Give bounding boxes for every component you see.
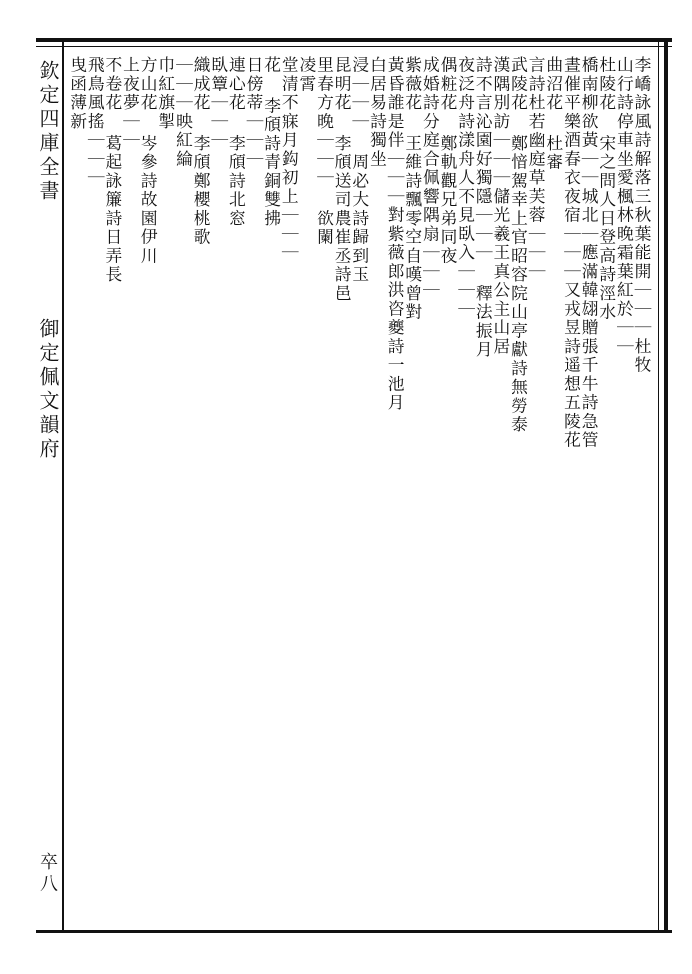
volume-title: 御定佩文韻府 — [36, 318, 60, 462]
text-column: 上夜夢｜｜ — [120, 56, 141, 150]
text-column: 橋南柳欲黃｜｜城北｜應滿韓翃贈張千牛詩急管 — [579, 56, 600, 450]
text-column: 杜陵花 宋之問人日登高詩涇水 — [596, 56, 617, 322]
text-column: 不卷花 葛起詠簾詩日弄長 — [102, 56, 123, 285]
text-column: 漢隅別訪｜｜｜儲光羲王真公主山居 — [490, 56, 511, 356]
text-column: 詩不言沁園好獨隱｜｜｜ 釋法振月 — [473, 56, 494, 360]
bottom-border — [36, 930, 672, 933]
text-column: 紫薇花 王維詩飄零空自嘆曾對 — [402, 56, 423, 322]
text-column: 浸｜｜｜ 周必大詩歸到玉 — [349, 56, 370, 285]
text-column: 花 李頎詩青銅雙拂 — [261, 56, 282, 228]
text-column: 昆明花 李頎送司農崔丞詩邑 — [332, 56, 353, 303]
text-column: 飛鳥風搖｜｜｜ — [85, 56, 106, 188]
text-column: 武陵花 鄭愔駕幸上官昭容院山亭獻詩無勞泰 — [508, 56, 529, 435]
page-number: 卒八 — [37, 852, 58, 896]
right-inner-border — [658, 38, 659, 933]
text-column: 凌霄 — [296, 56, 317, 94]
text-column: 李嶠詠風詩解落三秋葉能開｜｜｜杜牧 — [631, 56, 652, 375]
text-column: 曲沼花 杜審 — [543, 56, 564, 172]
text-column: 日傍蒂｜｜｜ — [243, 56, 264, 169]
top-inner-border — [36, 46, 672, 47]
text-column: 晝催平樂酒春衣夜宿｜｜｜又戎昱詩遥想五陵花 — [561, 56, 582, 450]
text-column: 臥簟｜｜｜ — [208, 56, 229, 150]
text-column: 白居易詩獨坐 — [367, 56, 388, 169]
text-column: 巾紅旗掣 — [155, 56, 176, 131]
top-border — [36, 38, 672, 42]
text-column: 曳函薄新 — [67, 56, 88, 131]
text-column: 言詩杜若幽庭草芙蓉｜｜｜ — [526, 56, 547, 281]
text-column: 連心花 李頎詩北窓 — [226, 56, 247, 228]
text-column: 黃昏誰是伴｜｜｜對紫薇郎洪咨夔詩一池月 — [385, 56, 406, 413]
right-border — [664, 38, 668, 933]
text-column: 里春方晚｜｜｜ 欲闌 — [314, 56, 335, 247]
text-column: 方山花 岑參詩故園伊川 — [138, 56, 159, 266]
text-column: 偶粧花 鄭軌觀兄弟同夜 — [437, 56, 458, 266]
text-column: 織成花 李頎鄭櫻桃歌 — [191, 56, 212, 247]
book-title: 欽定四庫全書 — [36, 60, 60, 204]
text-column: 成婚詩分庭合佩響隅扇｜｜｜ — [420, 56, 441, 300]
text-column: ｜｜｜映紅綸 — [173, 56, 194, 169]
text-column: 山行詩停車坐愛楓林晚霜葉紅於｜｜ — [614, 56, 635, 356]
text-column: 夜泛舟詩漾舟人不見臥入｜｜｜ — [455, 56, 476, 319]
text-column: 堂清不寐月鈎初上｜｜｜ — [279, 56, 300, 263]
